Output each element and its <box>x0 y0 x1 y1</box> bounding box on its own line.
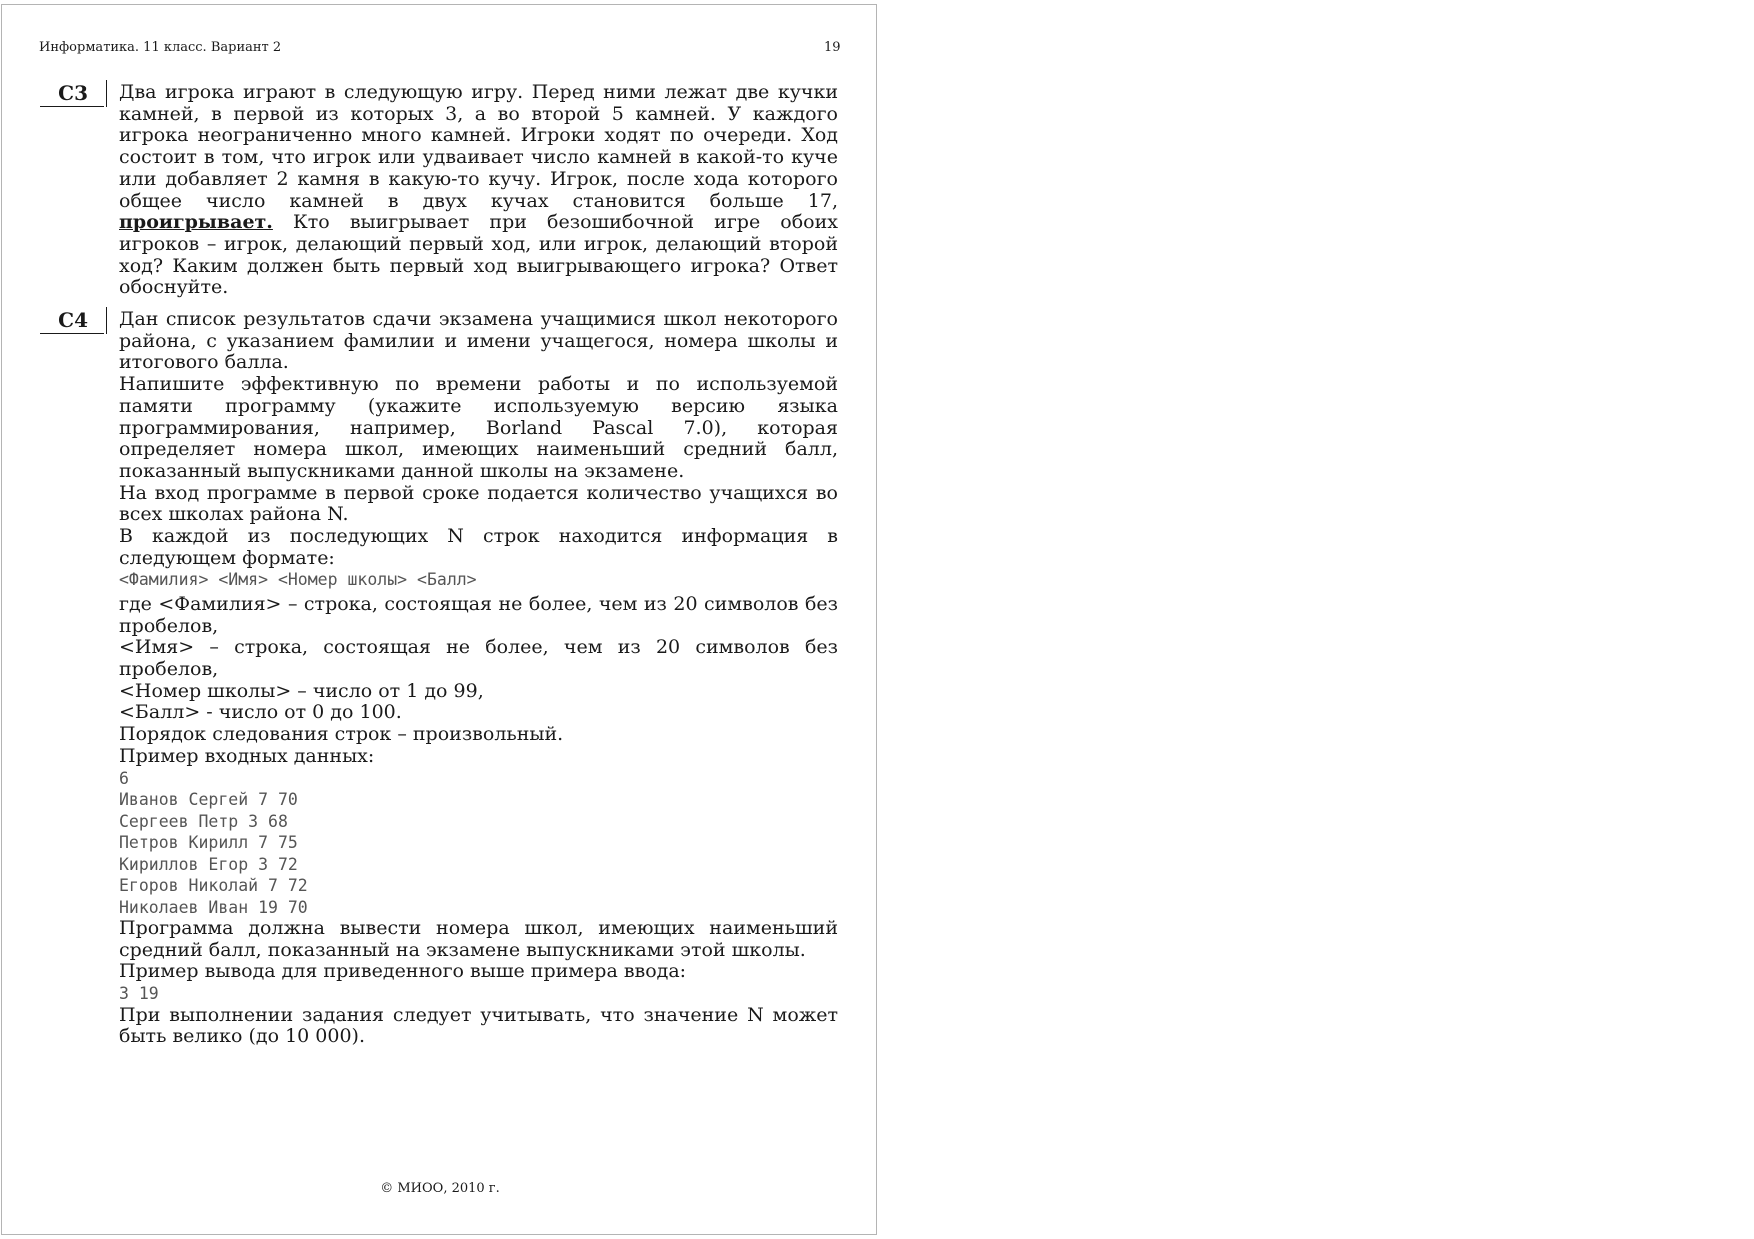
task-c4-text <box>119 309 838 1048</box>
task-c3-text <box>119 82 838 299</box>
c4-paragraph-8: <Балл> - число от 0 до 100. <box>119 701 402 724</box>
page-number: 19 <box>824 40 841 55</box>
c4-paragraph-3: На вход программе в первой сроке подается количество учащихся во всех школах района N. <box>119 481 838 526</box>
c4-paragraph-7: <Номер школы> – число от 1 до 99, <box>119 679 484 702</box>
task-c3-emphasis: проигрывает. <box>119 211 273 234</box>
c4-paragraph-10: Пример входных данных: <box>119 744 375 767</box>
document-page <box>1 4 877 1235</box>
c4-paragraph-2: Напишите эффективную по времени работы и по используемой памяти программу (укажите используемую версию языка программирования, например, Borland Pascal 7.0), которая определяет номера школ, имеющих наименьший средний балл, показанный выпускниками данной школы на экзамене. <box>119 373 838 482</box>
c4-paragraph-6: <Имя> – строка, состоящая не более, чем из 20 символов без пробелов, <box>119 636 838 681</box>
c4-input-line: Сергеев Петр 3 68 <box>119 811 288 831</box>
footer-copyright: © МИОО, 2010 г. <box>380 1181 500 1196</box>
task-c3-text-before: Два игрока играют в следующую игру. Перед ними лежат две кучки камней, в первой из которых 3, а во второй 5 камней. У каждого игрока неограниченно много камней. Игроки ходят по очереди. Ход состоит в том, что игрок или удваивает число камней в какой-то куче или добавляет 2 камня в какую-то кучу. Игрок, после хода которого общее число камней в двух кучах становится больше 17, <box>119 81 838 212</box>
c4-input-line: 6 <box>119 768 129 788</box>
c4-paragraph-11: Программа должна вывести номера школ, имеющих наименьший средний балл, показанный на экзамене выпускниками этой школы. <box>119 917 838 961</box>
c4-paragraph-13: При выполнении задания следует учитывать, что значение N может быть велико (до 10 000). <box>119 1003 838 1048</box>
c4-paragraph-9: Порядок следования строк – произвольный. <box>119 723 564 746</box>
c4-paragraph-1: Дан список результатов сдачи экзамена учащимися школ некоторого района, с указанием фамилии и имени учащегося, номера школы и итогового балла. <box>119 308 838 374</box>
c4-input-line: Кириллов Егор 3 72 <box>119 854 298 874</box>
task-divider-c3 <box>106 80 107 107</box>
task-divider-c4 <box>106 307 107 334</box>
c4-input-line: Егоров Николай 7 72 <box>119 876 308 896</box>
task-c3-text-after: Кто выигрывает при безошибочной игре обоих игроков – игрок, делающий первый ход, или игрок, делающий второй ход? Каким должен быть первый ход выигрывающего игрока? Ответ обоснуйте. <box>119 211 838 299</box>
task-label-c4: С4 <box>40 307 104 334</box>
header-title: Информатика. 11 класс. Вариант 2 <box>39 40 282 55</box>
c4-input-line: Николаев Иван 19 70 <box>119 897 308 917</box>
c4-input-line: Петров Кирилл 7 75 <box>119 833 298 853</box>
c4-input-example <box>119 768 838 919</box>
c4-output-example: 3 19 <box>119 984 159 1004</box>
c4-input-line: Иванов Сергей 7 70 <box>119 790 298 810</box>
c4-paragraph-4: В каждой из последующих N строк находится информация в следующем формате: <box>119 525 838 569</box>
c4-paragraph-5: где <Фамилия> – строка, состоящая не более, чем из 20 символов без пробелов, <box>119 592 838 637</box>
c4-format-line: <Фамилия> <Имя> <Номер школы> <Балл> <box>119 570 477 590</box>
task-label-c3: С3 <box>40 80 104 107</box>
c4-paragraph-12: Пример вывода для приведенного выше примера ввода: <box>119 960 687 983</box>
task-c3-paragraph <box>119 82 838 299</box>
